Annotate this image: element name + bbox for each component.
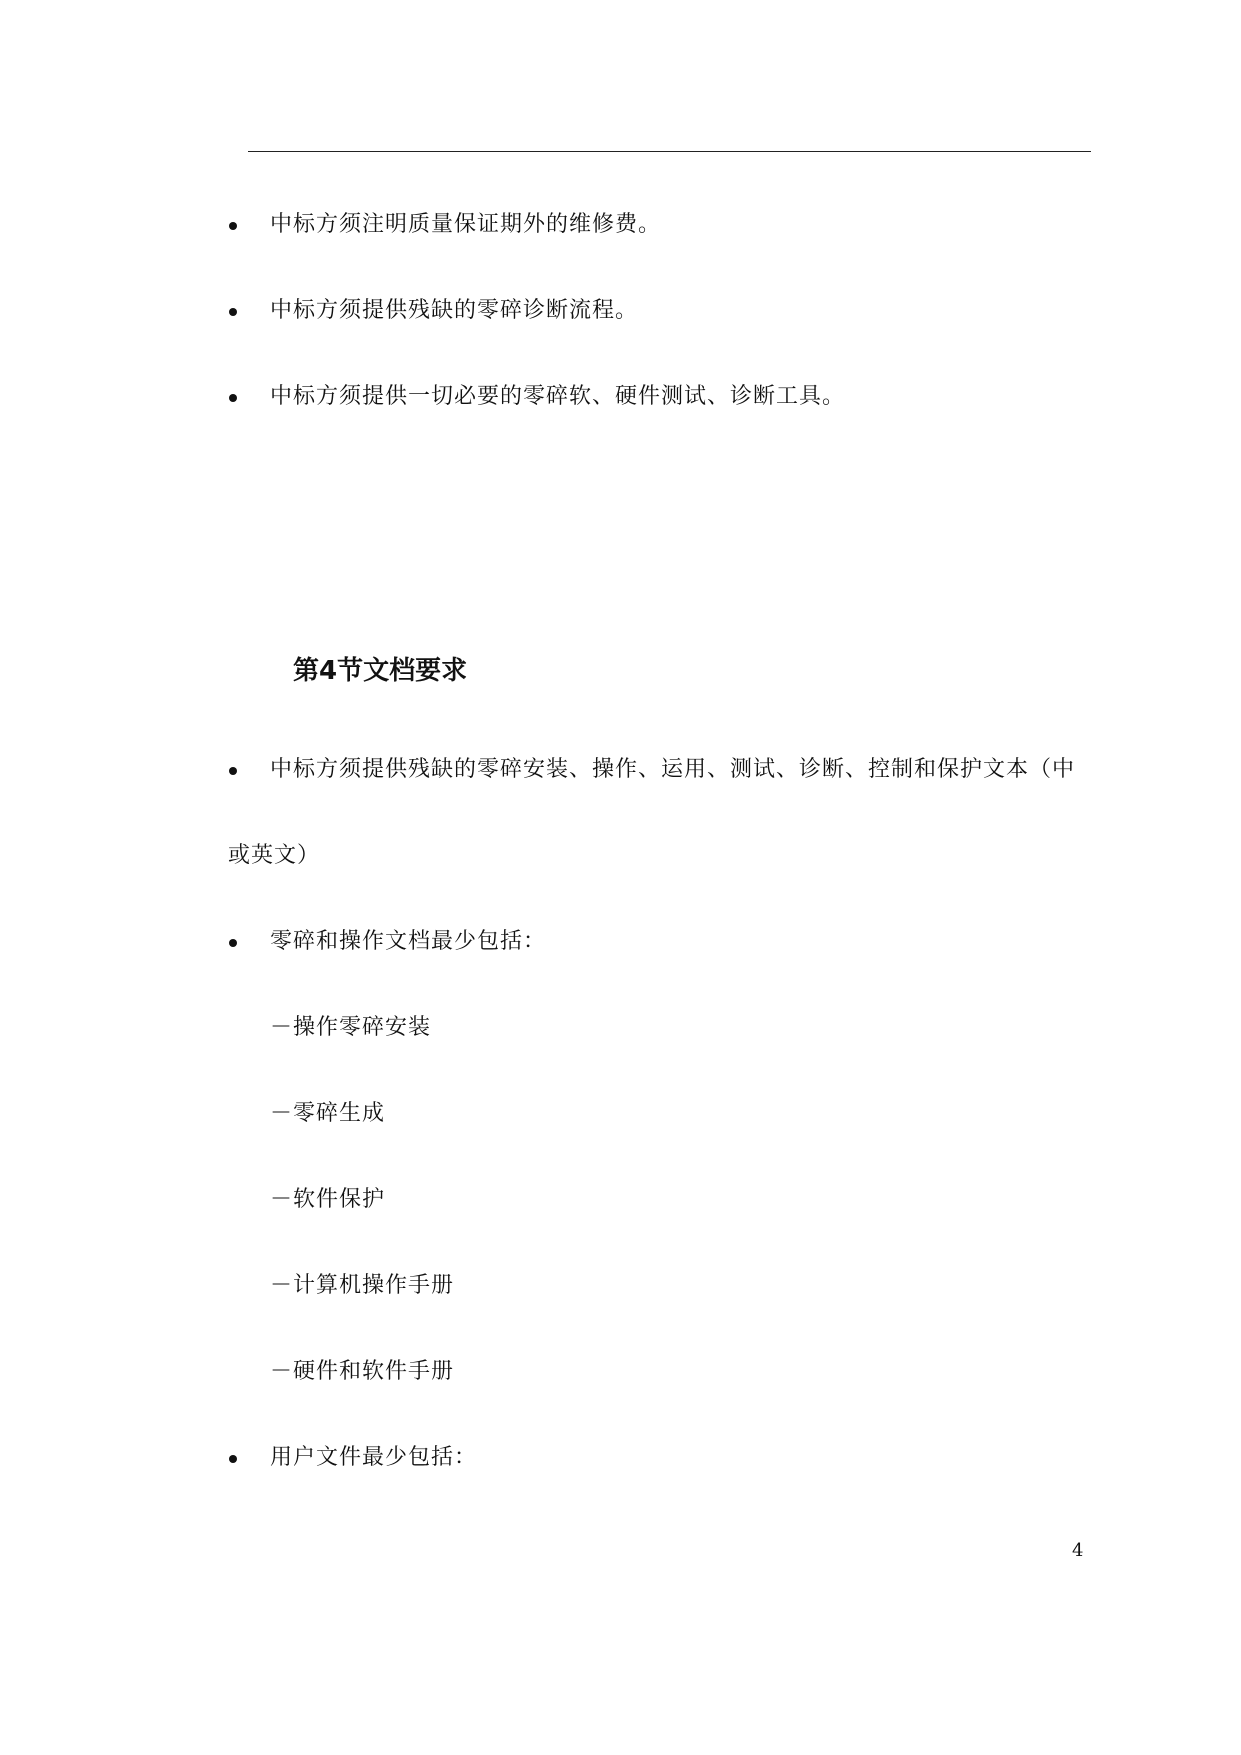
section-heading: 第4节文档要求 — [293, 656, 468, 686]
bullet-icon — [229, 308, 237, 316]
list-item: 中标方须提供残缺的零碎诊断流程。 — [270, 298, 639, 323]
sub-item: －软件保护 — [270, 1187, 386, 1212]
bullet-icon — [229, 222, 237, 230]
list-item-continuation: 或英文） — [228, 843, 321, 868]
bullet-icon — [229, 767, 237, 775]
header-rule — [248, 151, 1091, 152]
sub-item: －硬件和软件手册 — [270, 1359, 455, 1384]
bullet-icon — [229, 1455, 237, 1463]
bullet-icon — [229, 939, 237, 947]
bullet-icon — [229, 394, 237, 402]
sub-item: －零碎生成 — [270, 1101, 386, 1126]
list-item: 用户文件最少包括： — [270, 1445, 478, 1470]
sub-item: －计算机操作手册 — [270, 1273, 455, 1298]
list-item: 零碎和操作文档最少包括： — [270, 929, 547, 954]
list-item: 中标方须注明质量保证期外的维修费。 — [270, 212, 662, 237]
sub-item: －操作零碎安装 — [270, 1015, 432, 1040]
list-item: 中标方须提供残缺的零碎安装、操作、运用、测试、诊断、控制和保护文本（中 — [270, 757, 1076, 782]
page-number: 4 — [1072, 1540, 1084, 1561]
list-item: 中标方须提供一切必要的零碎软、硬件测试、诊断工具。 — [270, 384, 846, 409]
